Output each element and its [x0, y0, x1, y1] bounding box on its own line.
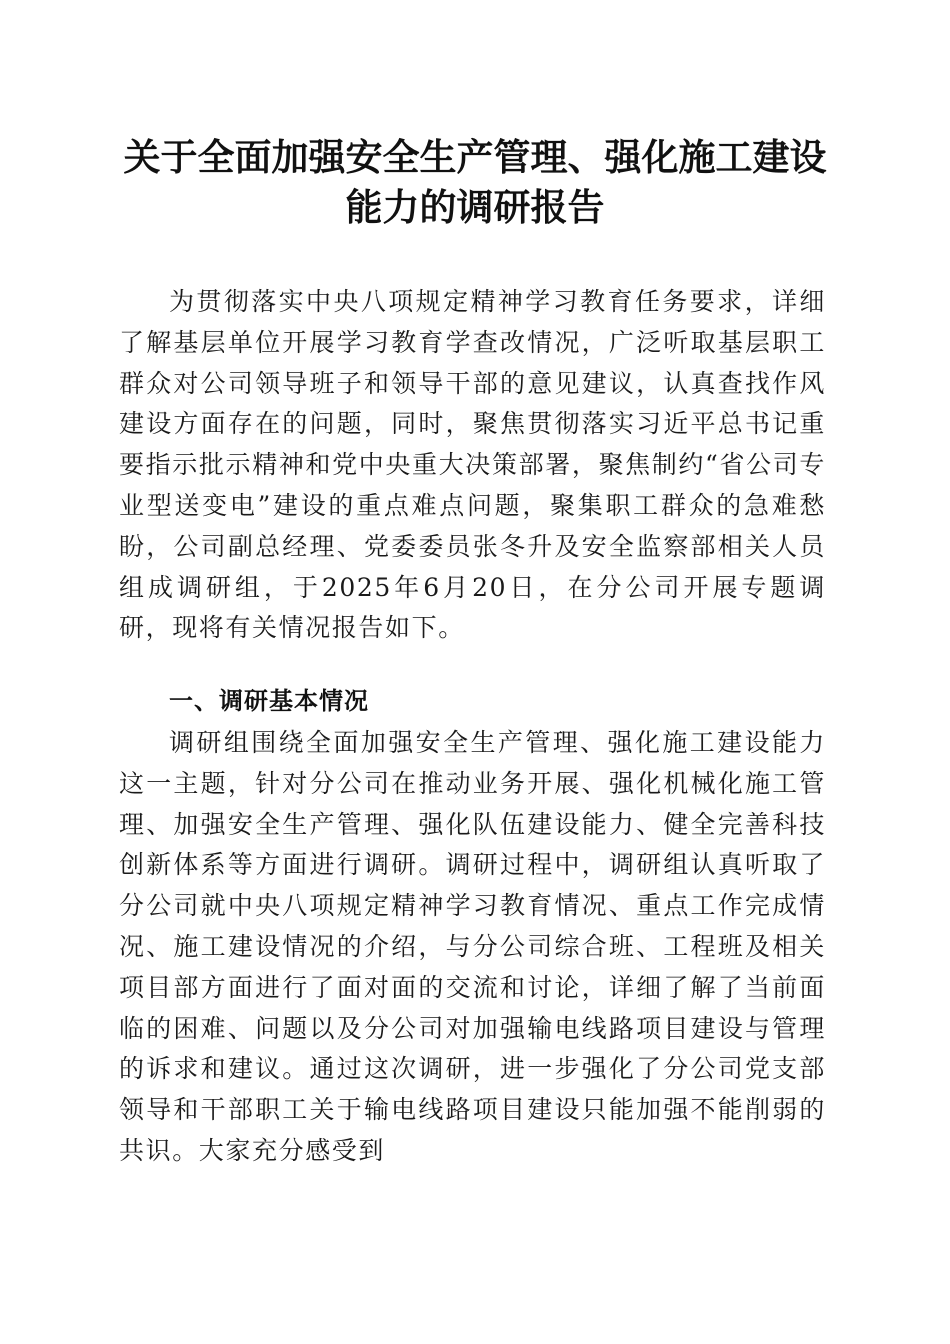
section-heading: 一、调研基本情况 [169, 687, 369, 715]
paragraph-survey-overview: 调研组围绕全面加强安全生产管理、强化施工建设能力这一主题，针对分公司在推动业务开展、强化机械化施工管理、加强安全生产管理、强化队伍建设能力、健全完善科技创新体系等方面进行调研。调研过程中，调研组认真听取了分公司就中央八项规定精神学习教育情况、重点工作完成情况、施工建设情况的介绍，与分公司综合班、工程班及相关项目部方面进行了面对面的交流和讨论，详细了解了当前面临的困难、问题以及分公司对加强输电线路项目建设与管理的诉求和建议。通过这次调研，进一步强化了分公司党支部领导和干部职工关于输电线路项目建设只能加强不能削弱的共识。大家充分感受到 [119, 728, 826, 1165]
paragraph-intro: 为贯彻落实中央八项规定精神学习教育任务要求，详细了解基层单位开展学习教育学查改情况，广泛听取基层职工群众对公司领导班子和领导干部的意见建议，认真查找作风建设方面存在的问题，同时，聚焦贯彻落实习近平总书记重要指示批示精神和党中央重大决策部署，聚焦制约“省公司专业型送变电”建设的重点难点问题，聚集职工群众的急难愁盼，公司副总经理、党委委员张冬升及安全监察部相关人员组成调研组，于2025年6月20日，在分公司开展专题调研，现将有关情况报告如下。 [119, 287, 826, 643]
document-title: 关于全面加强安全生产管理、强化施工建设能力的调研报告 [123, 135, 827, 229]
